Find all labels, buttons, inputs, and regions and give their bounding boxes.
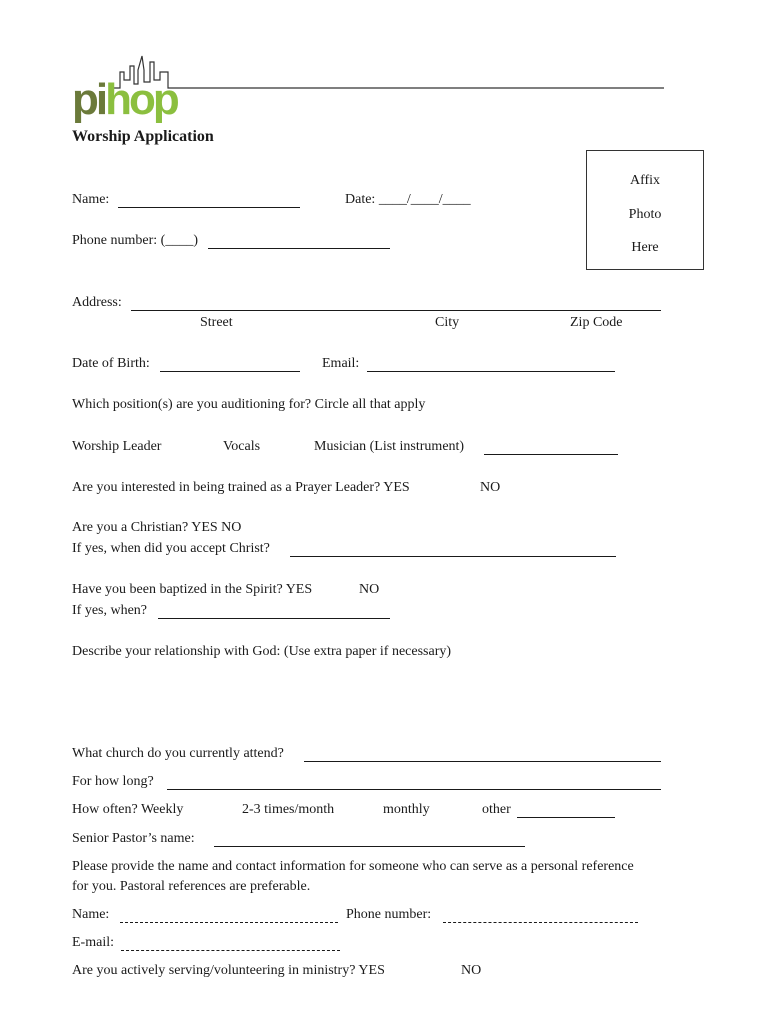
prayer-leader-question: Are you interested in being trained as a Prayer Leader? YES [72,480,410,495]
positions-question: Which position(s) are you auditioning for? Circle all that apply [72,397,426,412]
logo-hop: hop [105,75,177,124]
how-long-field[interactable] [167,789,661,790]
ref-name-label: Name: [72,907,110,922]
position-vocals[interactable]: Vocals [223,439,261,454]
serving-no[interactable]: NO [461,963,482,978]
pastor-field[interactable] [214,846,525,847]
accept-christ-label: If yes, when did you accept Christ? [72,541,270,556]
baptized-no[interactable]: NO [359,582,380,597]
how-often-other[interactable]: other [482,802,511,817]
photo-box [586,150,704,270]
baptized-when-field[interactable] [158,618,390,619]
relationship-prompt: Describe your relationship with God: (Use extra paper if necessary) [72,644,452,659]
church-field[interactable] [304,761,661,762]
serving-question: Are you actively serving/volunteering in ministry? YES [72,963,385,978]
address-label: Address: [72,295,122,310]
name-field[interactable] [118,207,300,208]
ref-phone-field[interactable] [443,922,638,923]
phone-label: Phone number: (____) [72,233,198,248]
dob-label: Date of Birth: [72,356,150,371]
how-often-2-3[interactable]: 2-3 times/month [242,802,335,817]
prayer-leader-no[interactable]: NO [480,480,501,495]
ref-phone-label: Phone number: [346,907,432,922]
ref-name-field[interactable] [120,922,338,923]
christian-question: Are you a Christian? YES NO [72,520,242,535]
address-city-label: City [435,315,460,330]
baptized-when-label: If yes, when? [72,603,148,618]
ref-email-field[interactable] [121,950,340,951]
photo-box-line1: Affix [629,173,661,188]
page-title: Worship Application [72,128,214,145]
position-worship-leader[interactable]: Worship Leader [72,439,162,454]
position-musician[interactable]: Musician (List instrument) [314,439,465,454]
how-long-label: For how long? [72,774,154,789]
how-often-monthly[interactable]: monthly [383,802,430,817]
name-label: Name: [72,192,110,207]
dob-field[interactable] [160,371,300,372]
logo-pi: pi [72,75,106,124]
pihop-logo [72,52,672,132]
reference-text-1: Please provide the name and contact information for someone who can serve as a personal reference [72,859,634,874]
email-label: Email: [322,356,360,371]
how-often-other-field[interactable] [517,817,615,818]
logo-wordmark [72,75,177,124]
how-often-label[interactable]: How often? Weekly [72,802,184,817]
baptized-question: Have you been baptized in the Spirit? YES [72,582,313,597]
address-street-label: Street [200,315,233,330]
photo-box-line2: Photo [628,207,662,222]
address-zip-label: Zip Code [570,315,623,330]
date-field[interactable]: Date: ____/____/____ [345,192,471,207]
ref-email-label: E-mail: [72,935,114,950]
reference-text-2: for you. Pastoral references are preferable. [72,879,311,894]
accept-christ-field[interactable] [290,556,616,557]
pastor-label: Senior Pastor’s name: [72,831,195,846]
photo-box-line3: Here [631,240,659,255]
instrument-field[interactable] [484,454,618,455]
address-field[interactable] [131,310,661,311]
phone-field[interactable] [208,248,390,249]
church-question: What church do you currently attend? [72,746,284,761]
email-field[interactable] [367,371,615,372]
